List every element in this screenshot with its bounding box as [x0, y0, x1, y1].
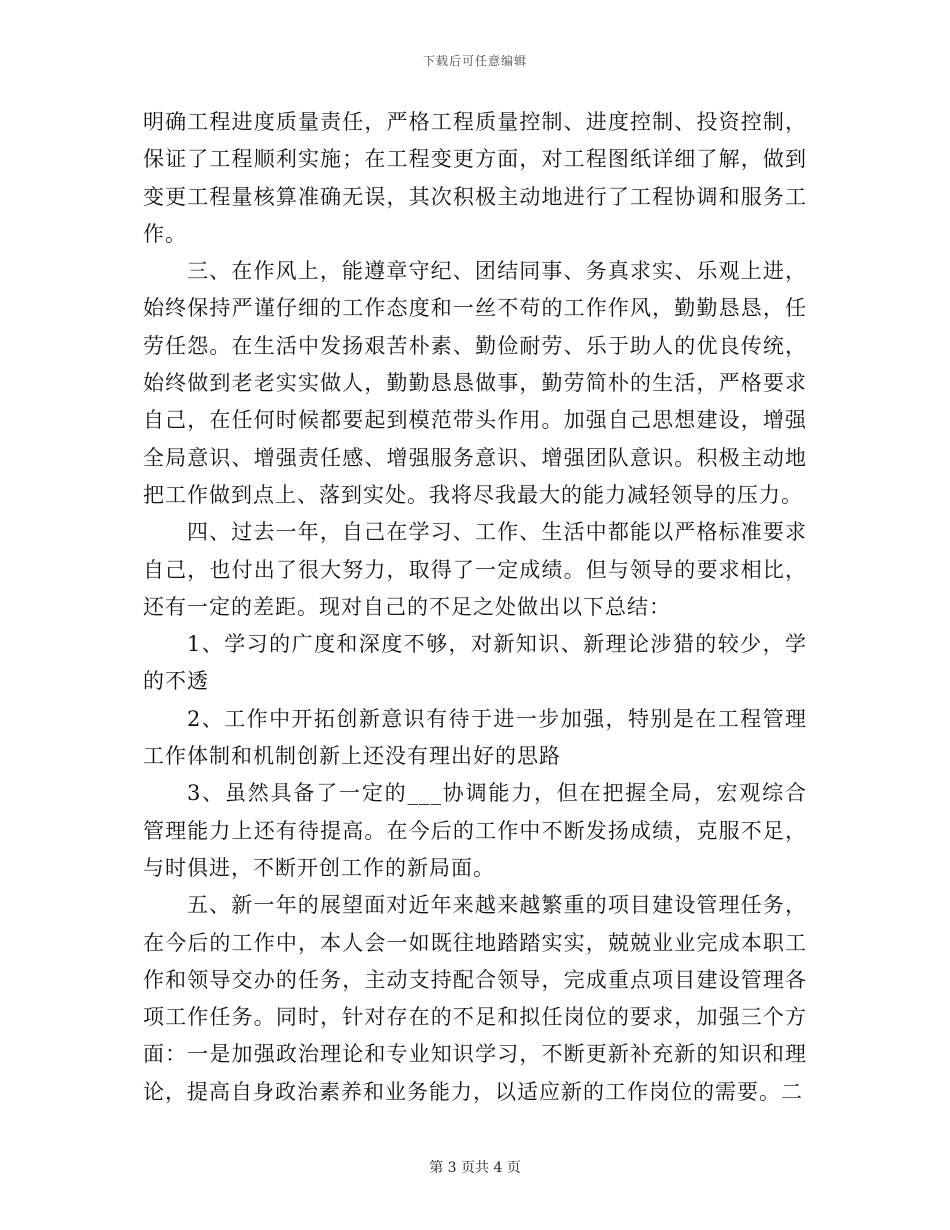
- paragraph-item-2: 2、工作中开拓创新意识有待于进一步加强，特别是在工程管理工作体制和机制创新上还没有理出好的思路: [143, 706, 807, 769]
- page-footer: 第 3 页共 4 页: [429, 1160, 521, 1176]
- paragraph-section-four: 四、过去一年，自己在学习、工作、生活中都能以严格标准要求自己，也付出了很大努力，取得了一定成绩。但与领导的要求相比，还有一定的差距。现对自己的不足之处做出以下总结：: [143, 520, 807, 619]
- paragraph-continuation: 明确工程进度质量责任，严格工程质量控制、进度控制、投资控制，保证了工程顺利实施；在工程变更方面，对工程图纸详细了解，做到变更工程量核算准确无误，其次积极主动地进行了工程协调和服务工作。: [143, 110, 807, 246]
- paragraph-section-five: 五、新一年的展望面对近年来越来越繁重的项目建设管理任务，在今后的工作中，本人会一如既往地踏踏实实，兢兢业业完成本职工作和领导交办的任务，主动支持配合领导，完成重点项目建设管理各项工作任务。同时，针对存在的不足和拟任岗位的要求，加强三个方面：一是加强政治理论和专业知识学习，不断更新补充新的知识和理论，提高自身政治素养和业务能力，以适应新的工作岗位的需要。二: [143, 893, 807, 1104]
- paragraph-item-3: 3、虽然具备了一定的___协调能力，但在把握全局，宏观综合管理能力上还有待提高。在今后的工作中不断发扬成绩，克服不足，与时俱进，不断开创工作的新局面。: [143, 781, 807, 880]
- document-body: [143, 104, 807, 1111]
- page-header: 下载后可任意编辑: [422, 54, 527, 68]
- paragraph-section-three: 三、在作风上，能遵章守纪、团结同事、务真求实、乐观上进，始终保持严谨仔细的工作态度和一丝不苟的工作作风，勤勤恳恳，任劳任怨。在生活中发扬艰苦朴素、勤俭耐劳、乐于助人的优良传统，始终做到老老实实做人，勤勤恳恳做事，勤劳简朴的生活，严格要求自己，在任何时候都要起到模范带头作用。加强自己思想建设，增强全局意识、增强责任感、增强服务意识、增强团队意识。积极主动地把工作做到点上、落到实处。我将尽我最大的能力减轻领导的压力。: [143, 259, 807, 507]
- paragraph-item-1: 1、学习的广度和深度不够，对新知识、新理论涉猎的较少，学的不透: [143, 632, 807, 694]
